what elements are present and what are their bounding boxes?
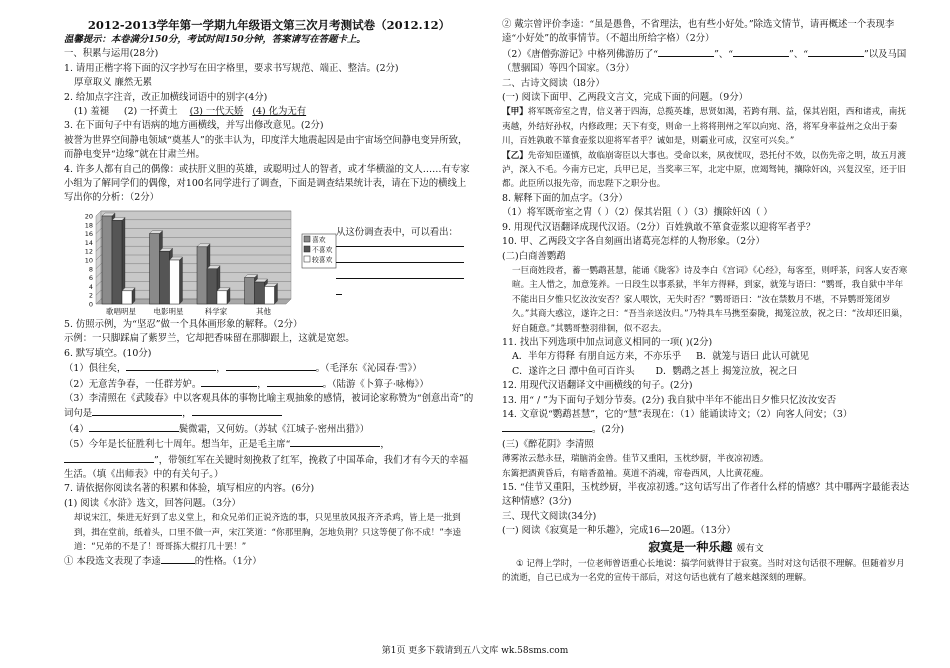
question-2: 2. 给加点字注音，改正加横线词语中的别字(4分) [64,91,268,103]
passage-yi-text: 先帝知臣谨慎，故临崩寄臣以大事也。受命以来，夙夜忧叹，恐托付不效，以伤先帝之明，故五月渡泸，深入不毛。今南方已定，兵甲已足，当奖率三军，北定中原，庶竭驽钝，攘除奸凶，兴复汉室，还于旧都。此臣所以报先帝，而忠陛下之职分也。 [502,150,906,190]
essay-title: 寂寞是一种乐趣 [648,539,733,554]
y-tick-label: 0 [88,300,93,309]
question-2-items [64,105,474,119]
q6-line-1 [64,361,474,376]
bar-side [180,257,183,304]
parrot-passage: 一巨商姓段者，蓄一鹦鹉甚慧，能诵《陇客》诗及李白《宫词》《心经》，每客至，则呼茶，问客人安否寒暄。主人惜之，加意笼养。一日段生以事系狱，半年方得释，到家，就笼与语曰：“鹦哥，我自狱中半年不能出日夕惟只忆汝汝安否？家人喂饮，无失时否？”鹦哥语曰：“汝在禁数月不堪，不异鹦哥笼闭岁久。”其商大惑泣，遂许之曰：“吾当亲送汝归。”乃特具车马携至秦陇，揭笼泣放，祝之曰：“汝却还旧巢，好自随意。”其鹦哥整羽徘徊，似不忍去。 [512,265,908,334]
blank[interactable] [92,406,182,416]
blank[interactable] [267,377,323,387]
passage-jia [502,105,910,148]
question-10: 10. 甲、乙两段文字各自刻画出诸葛亮怎样的人物形象。（2分） [502,236,765,248]
legend-swatch [304,236,310,242]
left-column [64,18,474,570]
y-tick-label: 18 [84,221,93,230]
question-3-sentence: 被誉为世界空间静电领域“奠基人”的张丰认为，印度洋大地震起因是由宇宙场空间静电变异所致，而静电变异“边缘”就在甘肃兰州。 [64,134,468,161]
y-tick-label: 4 [88,282,93,291]
question-12: 12. 用现代汉语翻译文中画横线的句子。(2分) [502,380,693,392]
option-c: C．遂许之曰 潭中鱼可百许头 [512,365,635,377]
x-tick-label: 电影明星 [153,306,184,316]
blank[interactable] [502,422,592,432]
question-5-example: 示例：一只脚踩扁了紫罗兰，它却把香味留在那脚跟上，这就是宽恕。 [64,333,355,345]
q6-4-suffix: 鬓微霜，又何妨。（苏轼《江城子·密州出猎》） [178,423,370,435]
q7-2-sep1: ”、“ [714,48,734,60]
x-tick-label: 歌唱明星 [106,306,136,316]
survey-chart-area [64,208,474,316]
q2-item-2: (2) 一抔黄土 [123,106,178,118]
bar [217,291,227,304]
essay-author: 媛有文 [736,543,764,554]
q6-3-prefix: （3）李清照在《武陵春》中以客观具体的事物比喻主观抽象的感情，被词论家称赞为“创意出奇”的词句是 [64,392,474,420]
question-7-1-b: ② 戴宗曾评价李逵：“虽是愚鲁，不省理法，也有些小好处。”除选文情节，请再概述一个表现李逵“小好处”的故事情节。（不超出所给字格）（2分） [502,19,895,45]
blank[interactable] [658,47,714,57]
question-1: 1. 请用正楷字将下面的汉字抄写在田字格里，要求书写规范、端正、整洁。(2分) [64,62,399,74]
q6-5-suffix: ”，带领红军在关键时刻挽救了红军，挽救了中国革命，我们才有今天的幸福生活。（填《出师表》中的有关句子。） [64,454,469,480]
page-footer: 第1页 更多下载请到五八文库 wk.58sms.com [381,646,569,656]
q14-prefix: 14. 文章说“鹦鹉甚慧”，它的“慧”表现在：（1）能诵读诗文；（2）向客人问安；（3） [502,408,853,420]
q6-line-2 [64,377,474,392]
bar [122,291,132,304]
bar [160,251,170,304]
question-5: 5. 仿照示例，为“坚忍”做一个具体画形象的解释。（2分） [64,318,303,330]
question-15: 15. “佳节又重阳，玉枕纱厨，半夜凉初透。”这句话写出了作者什么样的情感？其中哪两字最能表达这种情感？(3分) [502,482,910,508]
y-tick-label: 10 [84,256,93,265]
answer-line-3 [336,278,464,279]
q14-suffix: 。(2分) [592,424,625,436]
section-1-heading: 一、积累与运用(28分) [64,48,159,60]
exam-title: 2012-2013学年第一学期九年级语文第三次月考测试卷（2012.12） [87,18,451,32]
passage-yi-label: 【乙】 [502,150,528,161]
q6-2-prefix: （2）无意苦争春，一任群芳妒。 [64,378,202,390]
option-d: D．鹦鹉之甚上 揭笼泣放，祝之曰 [655,365,798,377]
passage-jia-label: 【甲】 [502,107,528,118]
bar [150,233,160,303]
passage-yi [502,149,910,192]
q6-4-prefix: （4） [64,423,89,435]
option-b: B．就笼与语曰 此认可就见 [696,351,810,363]
essay-title-row [502,539,910,557]
bar [112,220,122,304]
shuihu-excerpt: 却说宋江，柴进无好到了忠义堂上，和众兄弟们正说齐选的事，只见里放风报齐齐杀鸡，皆上是一批到到，揖在堂前，纸着头，口里不做一声，宋江笑道：“你那里胸，怎地负荆？只这等便了你不成！”李逵道：“兄弟的不是了！哥哥拣大棍打几十罢！” [74,513,462,552]
q7-2-prefix: （2）《唐僧弥游记》中格列佛游历了“ [502,48,659,60]
answer-line-4 [336,294,342,295]
question-14 [502,408,910,438]
bar [245,277,255,303]
y-tick-label: 2 [88,291,93,300]
legend-swatch [304,246,310,252]
q2-item-4: (4) 化为无有 [252,106,307,118]
blank[interactable] [192,406,282,416]
blank[interactable] [126,361,216,371]
legend-label: 较喜欢 [312,255,333,264]
q6-5-mid: ， [380,439,390,451]
legend-label: 喜欢 [312,235,326,244]
y-tick-label: 14 [84,238,93,247]
legend-label: 不喜欢 [312,245,333,254]
blank[interactable] [808,47,864,57]
right-column [502,18,910,585]
question-6: 6. 默写填空。(10分) [64,347,152,359]
bar [197,247,207,304]
y-tick-label: 16 [84,229,93,238]
blank[interactable] [89,422,179,432]
question-4: 4. 许多人都有自己的偶像：或扶肝义胆的英雄，或聪明过人的智者，或才华横溢的文人……有专家小组为了解同学们的偶像，对100名同学进行了调查，下面是调查结果统计表，请在下边的横线上写出你的分析：（2分） [64,163,470,204]
blank[interactable] [64,453,154,463]
q7c-suffix: 的性格。（1分） [194,556,262,568]
section-3-1-heading: (一) 阅读《寂寞是一种乐趣》，完成16—20题。（13分） [502,525,736,537]
q2-item-3: (3) 一代天娇 [189,106,244,118]
exam-tip: 温馨提示：本卷满分150分，考试时间150分钟，答案请写在答题卡上。 [64,34,366,45]
x-tick-label: 其他 [256,306,271,316]
q6-2-suffix: 。（陆游《卜算子·咏梅》） [322,378,429,390]
answer-line-1 [336,246,464,247]
q7-2-sep2: ”、“ [789,48,809,60]
q6-2-mid: ， [257,378,267,390]
q2-item-1: (1) 羞褪 [74,106,110,118]
bar [207,269,217,304]
answer-line-2 [336,262,464,263]
q6-line-4 [64,422,474,437]
bar [255,282,265,304]
question-13: 13. 用“ / ”为下面句子划分节奏。(2分) 我自狱中半年不能出日夕惟只忆汝汝安否 [502,394,837,406]
q6-1-suffix: 。（毛泽东《沁园春·雪》） [315,363,422,375]
q7-2-suffix: ”以及马国（慧骃国）等四个国家。（3分） [502,48,907,75]
bar [265,286,275,304]
y-tick-label: 6 [88,273,93,282]
q6-line-5 [64,437,474,482]
essay-paragraph-1: ① 记得上学时，一位老师曾语重心长地说：搞学问就得甘于寂寞。当时对这句话很不理解。但随着岁月的流逝，自己已成为一名党的宣传干部后，对这句话也就有了越来越深刻的理解。 [502,558,905,584]
chart-note: 从这份调查表中，可以看出： [336,226,458,238]
section-2-3-heading: (三)《醉花阴》李清照 [502,438,594,450]
question-1-words: 厚章取义 廉然无累 [74,77,152,89]
blank[interactable] [161,554,195,564]
section-2-heading: 二、古诗文阅读（l8分） [502,77,605,89]
question-9: 9. 用现代汉语翻译成现代汉语。（2分）百姓孰敢不箪食壶浆以迎将军者乎？ [502,221,816,233]
question-7-1-a [64,554,474,569]
question-11: 11. 找出下列选项中加点词意义相同的一项( )(2分) [502,336,713,348]
y-tick-label: 8 [88,265,93,274]
question-7: 7. 请依据你阅读名著的积累和体验，填写相应的内容。(6分) [64,483,315,495]
question-11-cd [502,365,910,379]
question-8: 8. 解释下面的加点字。（3分） [502,192,628,204]
blank[interactable] [226,361,316,371]
bar-side [275,283,278,304]
y-tick-label: 12 [84,247,93,256]
blank[interactable] [733,47,789,57]
question-8-items: （1）将军既帝室之胄（ ）（2）保其岩阻（ ）（3）攘除奸凶（ ） [502,207,773,219]
y-tick-label: 20 [84,212,93,221]
poem-line-1: 薄雾浓云愁永昼，瑞脑消金兽。佳节又重阳，玉枕纱厨，半夜凉初透。 [502,454,769,465]
blank[interactable] [201,377,257,387]
section-2-1-heading: (一) 阅读下面甲、乙两段文言文，完成下面的问题。（9分） [502,92,748,104]
q6-line-3 [64,392,474,422]
question-7-1: (1) 阅读《水浒》选文，回答问题。（3分） [64,497,241,509]
q6-3-mid: ， [182,408,192,420]
section-3-heading: 三、现代文阅读(34分) [502,510,597,522]
option-a: A．半年方得释 有朋自远方来，不亦乐乎 [512,351,682,363]
poem-line-2: 东篱把酒黄昏后，有暗香盈袖。莫道不消魂，帘卷西风，人比黄花瘦。 [502,468,769,479]
q6-1-mid: ， [216,363,226,375]
section-2-2-heading: (二)白商善鹦鹉 [502,250,566,262]
question-11-ab [502,350,910,364]
blank[interactable] [290,437,380,447]
question-3: 3. 在下面句子中有语病的地方画横线，并写出修改意见。(2分) [64,120,324,132]
q6-5-prefix: （5）今年是长征胜利七十周年。想当年，正是毛主席“ [64,439,291,451]
bar [170,260,180,304]
bar [102,216,112,304]
x-tick-label: 科学家 [204,306,228,316]
legend-swatch [304,256,310,262]
q7c-prefix: ① 本段选文表现了李逵 [64,556,161,568]
question-7-2 [502,47,910,77]
q6-1-prefix: （1）俱往矣， [64,363,127,375]
passage-jia-text: 将军既帝室之胄，信义著于四海，总揽英雄，思贤如渴，若跨有荆、益，保其岩阻，西和诸戎，南抚夷越，外结好孙权，内修政理；天下有变，则命一上将将荆州之军以向宛、洛，将军身率益州之众出于秦川，百姓孰敢不箪食壶浆以迎将军者乎？诚如是，则霸业可成，汉室可兴矣。” [502,107,906,147]
